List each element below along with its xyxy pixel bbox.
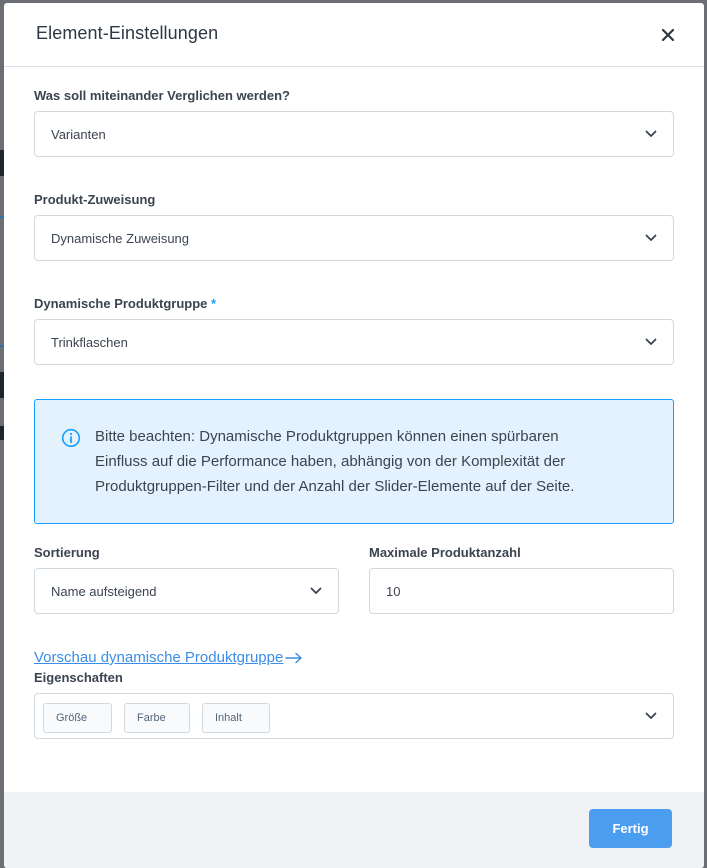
product-group-label xyxy=(34,296,216,311)
arrow-right-icon xyxy=(285,652,303,664)
product-group-select-value: Trinkflaschen xyxy=(51,335,128,350)
chevron-down-icon xyxy=(645,129,657,139)
compare-label: Was soll miteinander Verglichen werden? xyxy=(34,88,290,103)
product-group-select[interactable] xyxy=(34,319,674,365)
compare-select-value: Varianten xyxy=(51,127,106,142)
assignment-label: Produkt-Zuweisung xyxy=(34,192,156,207)
notice-text xyxy=(95,424,595,499)
assignment-select-value: Dynamische Zuweisung xyxy=(51,231,190,246)
sorting-label: Sortierung xyxy=(34,545,100,560)
sorting-select[interactable] xyxy=(34,568,339,614)
max-products-value: 10 xyxy=(386,584,401,599)
property-tag-farbe[interactable]: Farbe xyxy=(124,703,190,733)
modal-footer xyxy=(4,792,704,868)
modal-header xyxy=(4,3,704,67)
preview-product-group-link[interactable] xyxy=(34,649,303,666)
notice-line: Produktgruppen-Filter und der Anzahl der Slider-Elemente auf der Seite. xyxy=(95,478,575,495)
performance-notice xyxy=(34,399,674,524)
done-button[interactable]: Fertig xyxy=(589,809,672,848)
sorting-select-value: Name aufsteigend xyxy=(51,584,157,599)
close-button[interactable] xyxy=(656,23,680,47)
notice-line: Einfluss auf die Performance haben, abhängig von der Komplexität der xyxy=(95,453,566,470)
chevron-down-icon xyxy=(645,337,657,347)
product-group-label-text: Dynamische Produktgruppe xyxy=(34,296,208,311)
properties-label: Eigenschaften xyxy=(34,670,123,685)
max-products-label: Maximale Produktanzahl xyxy=(369,545,521,560)
compare-select[interactable] xyxy=(34,111,674,157)
required-marker: * xyxy=(211,296,217,311)
modal-title: Element-Einstellungen xyxy=(36,23,219,43)
info-icon xyxy=(61,428,81,448)
close-icon xyxy=(656,23,680,47)
notice-line: Bitte beachten: Dynamische Produktgruppen können einen spürbaren xyxy=(95,428,559,445)
chevron-down-icon xyxy=(310,586,322,596)
element-settings-modal xyxy=(4,3,704,868)
preview-link-label: Vorschau dynamische Produktgruppe xyxy=(34,649,284,666)
property-tag-inhalt[interactable]: Inhalt xyxy=(202,703,270,733)
property-tag-groesse[interactable]: Größe xyxy=(43,703,112,733)
assignment-select[interactable] xyxy=(34,215,674,261)
chevron-down-icon xyxy=(645,233,657,243)
max-products-input[interactable] xyxy=(369,568,674,614)
chevron-down-icon xyxy=(645,711,657,721)
properties-multiselect[interactable] xyxy=(34,693,674,739)
